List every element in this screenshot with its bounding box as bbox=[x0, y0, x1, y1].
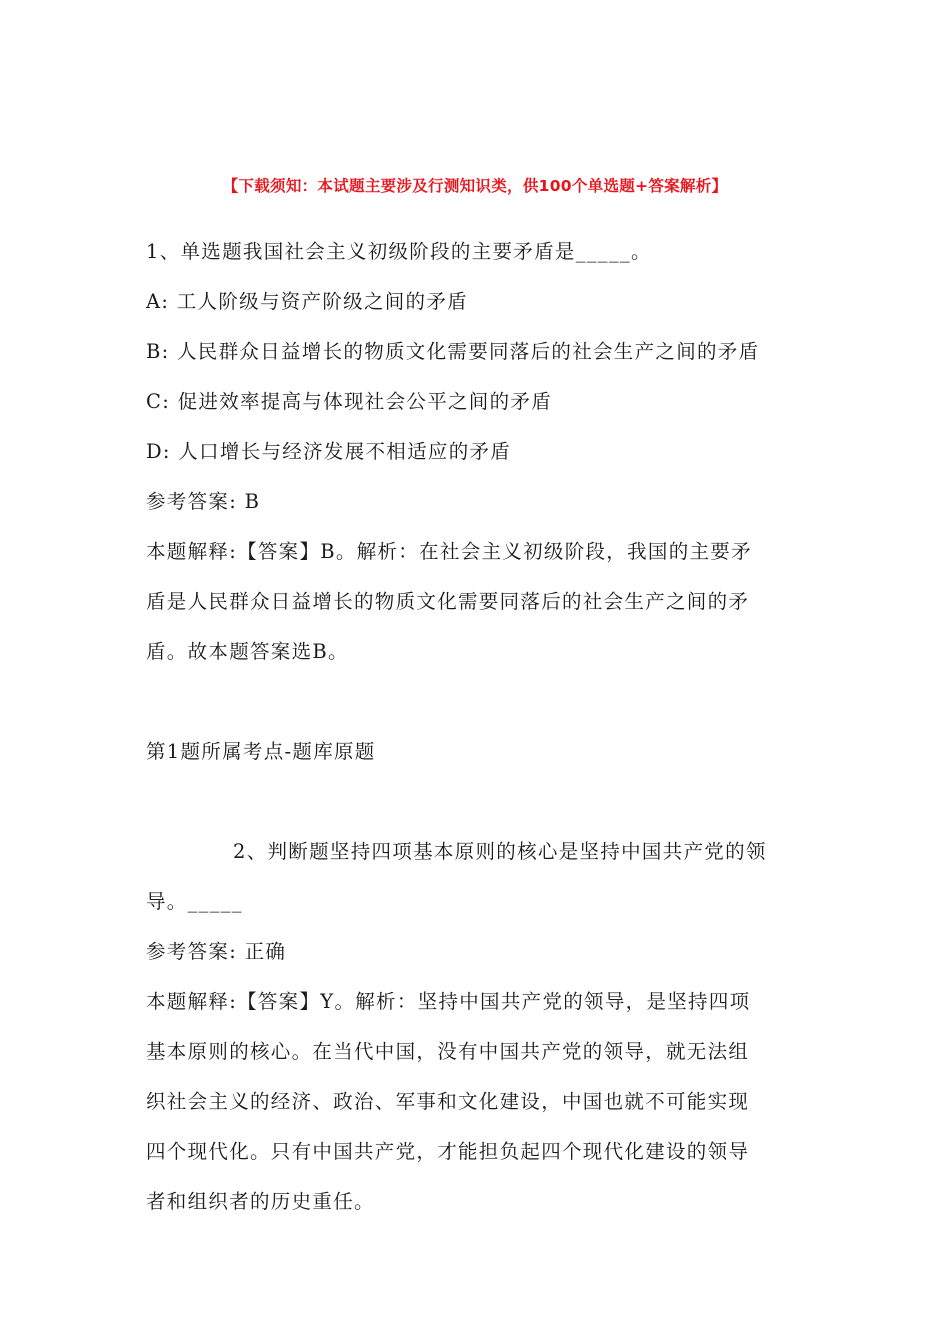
q1-explanation-line: 盾。故本题答案选B。 bbox=[146, 640, 349, 663]
question-content bbox=[146, 230, 806, 1230]
q1-answer: 参考答案: B bbox=[146, 490, 261, 513]
q1-explanation-line: 盾是人民群众日益增长的物质文化需要同落后的社会生产之间的矛 bbox=[146, 590, 750, 613]
q1-option-d: D: 人口增长与经济发展不相适应的矛盾 bbox=[146, 440, 512, 463]
q1-option-a: A: 工人阶级与资产阶级之间的矛盾 bbox=[146, 290, 468, 313]
q1-topic: 第1题所属考点-题库原题 bbox=[146, 740, 376, 763]
q1-stem: 1、单选题我国社会主义初级阶段的主要矛盾是_____。 bbox=[146, 240, 652, 263]
q2-explanation-line: 织社会主义的经济、政治、军事和文化建设，中国也就不可能实现 bbox=[146, 1090, 750, 1113]
download-notice: 【下载须知：本试题主要涉及行测知识类，供100个单选题+答案解析】 bbox=[222, 177, 728, 195]
q2-explanation-line: 基本原则的核心。在当代中国，没有中国共产党的领导，就无法组 bbox=[146, 1040, 750, 1063]
q2-explanation-line: 者和组织者的历史重任。 bbox=[146, 1190, 375, 1213]
q2-explanation-line: 本题解释:【答案】Y。解析：坚持中国共产党的领导，是坚持四项 bbox=[146, 990, 751, 1013]
q2-answer: 参考答案: 正确 bbox=[146, 940, 287, 963]
q2-stem-line: 导。_____ bbox=[146, 890, 243, 913]
q1-option-b: B: 人民群众日益增长的物质文化需要同落后的社会生产之间的矛盾 bbox=[146, 340, 760, 363]
q1-option-c: C: 促进效率提高与体现社会公平之间的矛盾 bbox=[146, 390, 552, 413]
q2-explanation-line: 四个现代化。只有中国共产党，才能担负起四个现代化建设的领导 bbox=[146, 1140, 750, 1163]
q2-stem-line: 2、判断题坚持四项基本原则的核心是坚持中国共产党的领 bbox=[233, 840, 767, 863]
q1-explanation-line: 本题解释:【答案】B。解析：在社会主义初级阶段，我国的主要矛 bbox=[146, 540, 752, 563]
